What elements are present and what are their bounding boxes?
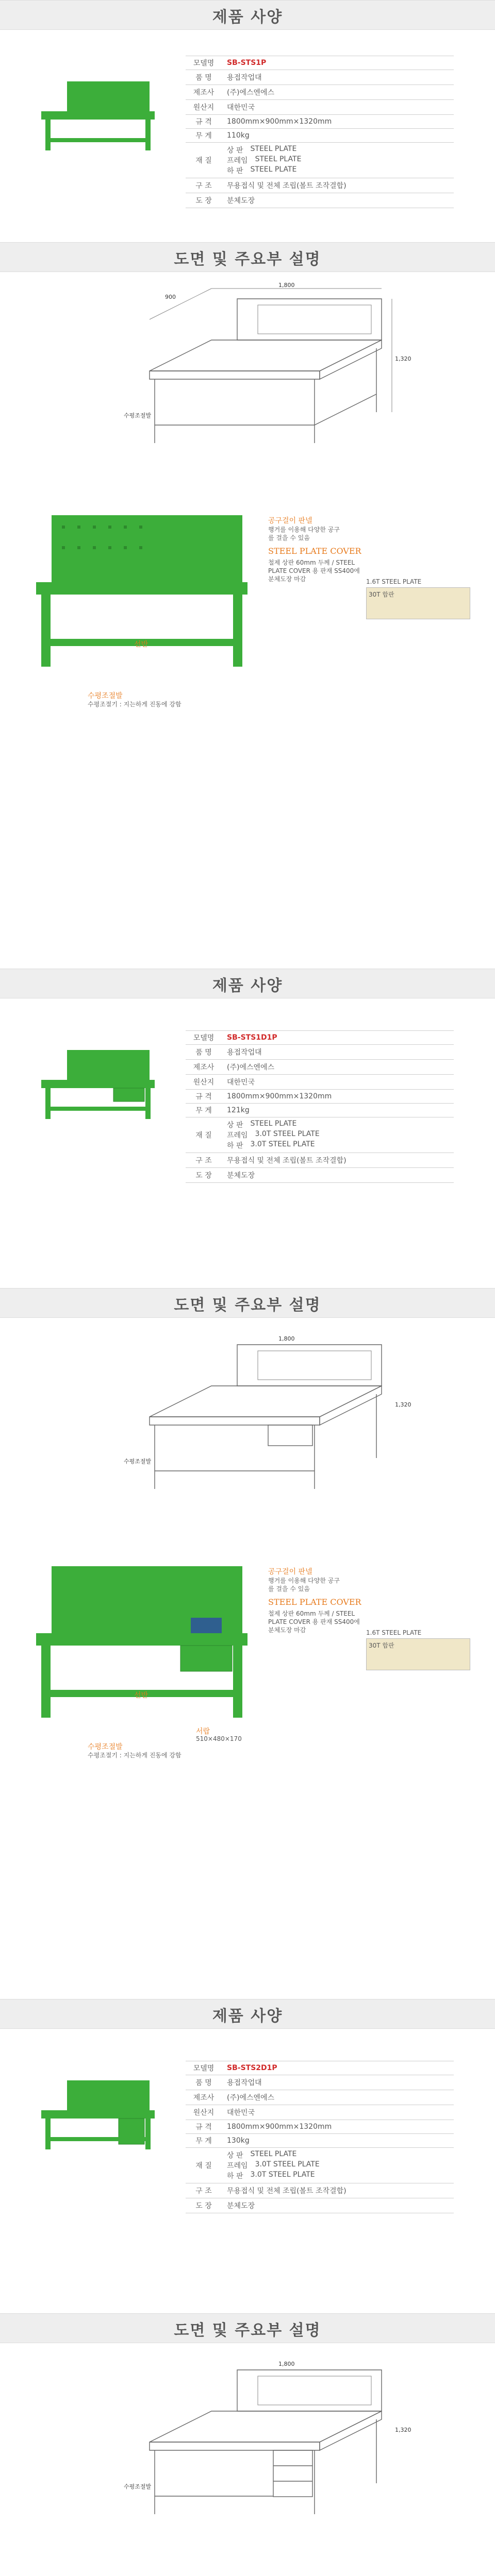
svg-text:900: 900 xyxy=(165,294,176,300)
svg-text:수평조절발: 수평조절발 xyxy=(124,2483,152,2490)
svg-text:1,320: 1,320 xyxy=(395,355,411,362)
model-value: SB-STS1P xyxy=(227,59,267,67)
technical-drawing-1 xyxy=(103,282,423,459)
section-title-spec-1: 제품 사양 xyxy=(212,8,283,26)
pegboard-label-1: 공구걸이 판넬 xyxy=(268,517,312,525)
product-photo-1 xyxy=(36,515,253,675)
spec-table-3: 모델명 SB-STS2D1P 품 명 용접작업대 제조사 (주)에스엔에스 원산지 대한민국 규 격 1800mm×900mm×1320mm 무 게 130kg 재 질 상 판 STEEL PLATE 프레임 3.0T STEEL PLATE 하 판 3.0T STEEL PLATE 구 조 무용접식 및 전체 조립(볼트 조작결합) 도 장 분체도장 xyxy=(186,2061,454,2213)
shelf-label-1: 선반 xyxy=(134,640,148,649)
plate-section-sample-1: 30T 합판 xyxy=(366,587,470,619)
product-detail-page: 제품 사양 모델명 SB-STS1P 품 명 용접작업대 제조사 (주)에스엔에스 원산지 대한민국 규 격 1800mm×900mm×1320mm 무 게 110kg 재 질 상 판 STEEL PLATE 프레임 STEEL PLATE 하 판 STEEL PLATE 구 조 무용접식 및 전체 조립(볼트 조작결합) 도 장 분체도장 도면 및 주요부 설명 수평조절발 1,800 900 1,320 공구걸이 판넬 행거를 이용해 다양한 공구를 걸을 수 있음 STEEL PLATE COVER 철제 상판 60mm 두께 / STEEL PLATE COVER 용 판재 SS400에 분체도장 마감 30T 합판 1.6T STEEL PLATE 선반 수평조절발 수평조절기 : 지는하게 진동에 강함 제품 사양 모델명 SB-STS1D1P 품 명 용접작업대 제조사 (주)에스엔에스 원산지 대한민국 규 격 1800mm×900mm×1320mm 무 게 121kg 재 질 상 판 STEEL PLATE 프레임 3.0T STEEL PLATE 하 판 3.0T STEEL PLATE 구 조 무용접식 및 전체 조립(볼트 조작결합) 도 장 분체도장 도면 및 주요부 설명 수평조절발 1,800 1,320 공구걸이 판넬 행거를 이용해 다양한 공구를 걸을 수 있음 STEEL PLATE COVER 철제 상판 60mm 두께 / STEEL PLATE COVER 용 판재 SS400에 분체도장 마감 30T 합판 1.6T STEEL PLATE 선반 서랍 510×480×170 수평조절발 수평조절기 : 지는하게 진동에 강함 제품 사양 모델명 SB-STS2D1P 품 명 용접작업대 제조사 (주)에스엔에스 원산지 대한민국 규 격 1800mm×900mm×1320mm 무 게 130kg 재 질 상 판 STEEL PLATE 프레임 3.0T STEEL PLATE 하 판 3.0T STEEL PLATE 구 조 무용접식 및 전체 조립(볼트 조작결합) 도 장 분체도장 도면 및 주요부 설명 수평조절발 1,800 1,320 xyxy=(0,0,495,2576)
technical-drawing-2 xyxy=(103,1334,423,1504)
spec-table-1: 모델명 SB-STS1P 품 명 용접작업대 제조사 (주)에스엔에스 원산지 대한민국 규 격 1800mm×900mm×1320mm 무 게 110kg 재 질 상 판 STEEL PLATE 프레임 STEEL PLATE 하 판 STEEL PLATE 구 조 무용접식 및 전체 조립(볼트 조작결합) 도 장 분체도장 xyxy=(186,56,454,208)
svg-text:1,800: 1,800 xyxy=(278,1335,295,1342)
section-title-drawing-1: 도면 및 주요부 설명 xyxy=(174,250,321,268)
svg-text:수평조절발: 수평조절발 xyxy=(124,1458,152,1465)
svg-text:1,320: 1,320 xyxy=(395,1401,411,1408)
leveler-label-1: 수평조절발 xyxy=(88,692,123,700)
section-title-spec-2: 제품 사양 xyxy=(212,977,283,995)
spec-table-2: 모델명 SB-STS1D1P 품 명 용접작업대 제조사 (주)에스엔에스 원산지 대한민국 규 격 1800mm×900mm×1320mm 무 게 121kg 재 질 상 판 STEEL PLATE 프레임 3.0T STEEL PLATE 하 판 3.0T STEEL PLATE 구 조 무용접식 및 전체 조립(볼트 조작결합) 도 장 분체도장 xyxy=(186,1030,454,1183)
svg-text:1,800: 1,800 xyxy=(278,282,295,289)
product-thumbnail-1 xyxy=(36,77,160,155)
product-thumbnail-3 xyxy=(36,2076,160,2154)
product-thumbnail-2 xyxy=(36,1046,160,1123)
steel-plate-title-1: STEEL PLATE COVER xyxy=(268,546,361,556)
technical-drawing-3 xyxy=(103,2360,423,2530)
svg-text:1,800: 1,800 xyxy=(278,2361,295,2367)
svg-text:1,320: 1,320 xyxy=(395,2427,411,2433)
plate-section-sample-2: 30T 합판 xyxy=(366,1638,470,1670)
svg-text:수평조절발: 수평조절발 xyxy=(124,412,152,419)
product-photo-2 xyxy=(36,1566,253,1726)
section-title-drawing-2: 도면 및 주요부 설명 xyxy=(174,1296,321,1314)
